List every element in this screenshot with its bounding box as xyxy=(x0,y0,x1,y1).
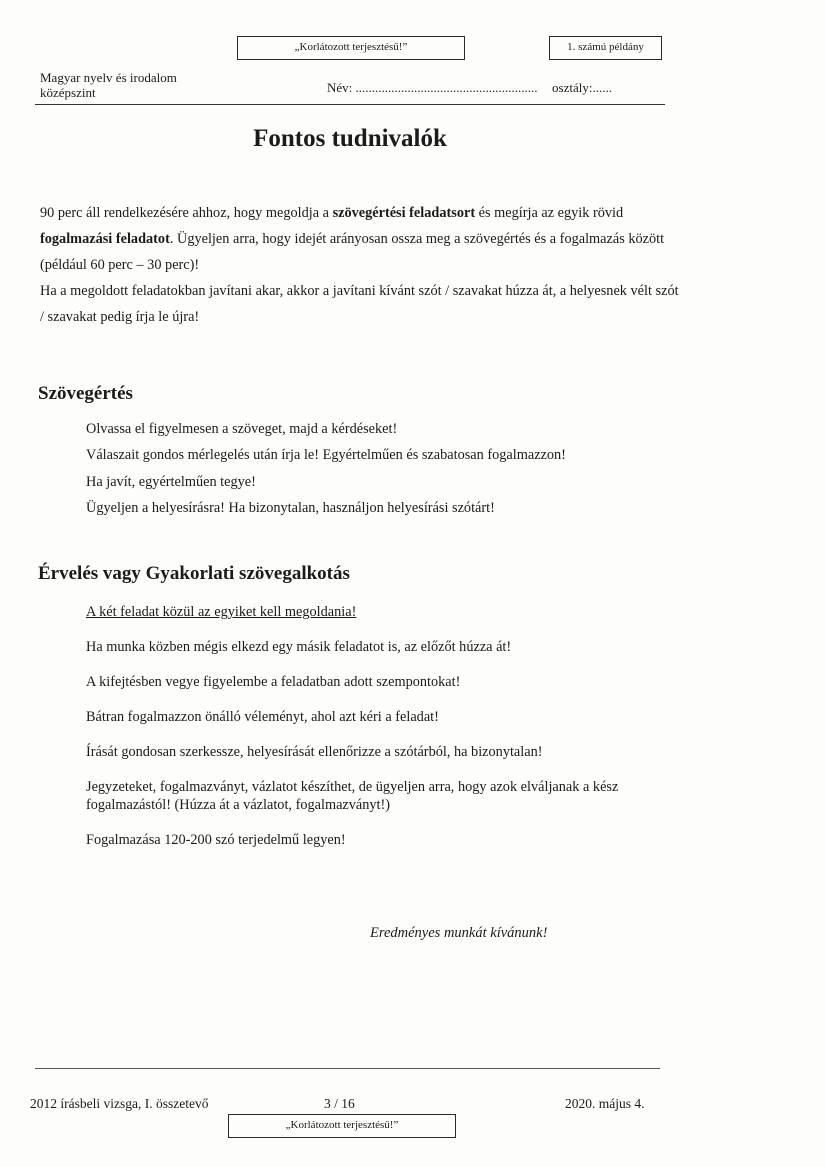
header-divider xyxy=(35,104,665,105)
restricted-stamp-bottom: „Korlátozott terjesztésű!” xyxy=(228,1114,456,1138)
instruction-item: Jegyzeteket, fogalmazványt, vázlatot készíthet, de ügyeljen arra, hogy azok elváljanak a kész fogalmazástól! (Húzza át a vázlatot, fogalmazványt!) xyxy=(86,779,619,813)
instruction-item: Fogalmazása 120-200 szó terjedelmű legyen! xyxy=(86,832,346,848)
instruction-item: Írását gondosan szerkessze, helyesírását ellenőrizze a szótárból, ha bizonytalan! xyxy=(86,744,543,760)
footer-exam: 2012 írásbeli vizsga, I. összetevő xyxy=(30,1096,209,1111)
instruction-item: Olvassa el figyelmesen a szöveget, majd a kérdéseket! xyxy=(86,421,398,437)
instruction-item: A két feladat közül az egyiket kell megoldania! xyxy=(86,604,357,620)
instruction-item: Bátran fogalmazzon önálló véleményt, ahol azt kéri a feladat! xyxy=(86,709,439,725)
instruction-item: A kifejtésben vegye figyelembe a feladatban adott szempontokat! xyxy=(86,674,461,690)
intro-paragraph-1: 90 perc áll rendelkezésére ahhoz, hogy megoldja a szövegértési feladatsort és megírja az egyik rövid fogalmazási feladatot. Ügyeljen arra, hogy idejét arányosan ossza meg a szövegértés és a fogalmazás között (például 60 perc – 30 perc)! xyxy=(40,205,665,273)
name-row xyxy=(327,80,612,96)
copy-number-box: 1. számú példány xyxy=(549,36,662,60)
instruction-item: Válaszait gondos mérlegelés után írja le! Egyértelműen és szabatosan fogalmazzon! xyxy=(86,447,566,464)
class-field-label: osztály:...... xyxy=(552,80,612,95)
section-heading-szovegertes: Szövegértés xyxy=(38,383,133,404)
name-field-label: Név: ........................................................ xyxy=(327,80,538,95)
footer-date: 2020. május 4. xyxy=(565,1096,645,1111)
closing-wish: Eredményes munkát kívánunk! xyxy=(370,925,548,941)
footer-divider xyxy=(35,1068,660,1069)
subject-label xyxy=(40,70,270,100)
erveles-instructions xyxy=(86,603,686,866)
section-heading-erveles: Érvelés vagy Gyakorlati szövegalkotás xyxy=(38,563,350,584)
instruction-item: Ha javít, egyértelműen tegye! xyxy=(86,473,256,490)
restricted-stamp-top: „Korlátozott terjesztésű!” xyxy=(237,36,465,60)
page-title: Fontos tudnivalók xyxy=(253,125,447,152)
intro-paragraph-2: Ha a megoldott feladatokban javítani akar, akkor a javítani kívánt szót / szavakat húzza át, a helyesnek vélt szót / szavakat pedig írja le újra! xyxy=(40,283,679,325)
footer-page-number: 3 / 16 xyxy=(324,1096,355,1111)
intro-text xyxy=(40,200,680,330)
subject-name: Magyar nyelv és irodalom xyxy=(40,70,177,85)
szovegertes-instructions xyxy=(86,416,566,521)
instruction-item: Ügyeljen a helyesírásra! Ha bizonytalan, használjon helyesírási szótárt! xyxy=(86,499,495,516)
instruction-item: Ha munka közben mégis elkezd egy másik feladatot is, az előzőt húzza át! xyxy=(86,639,512,655)
subject-level: középszint xyxy=(40,85,96,100)
